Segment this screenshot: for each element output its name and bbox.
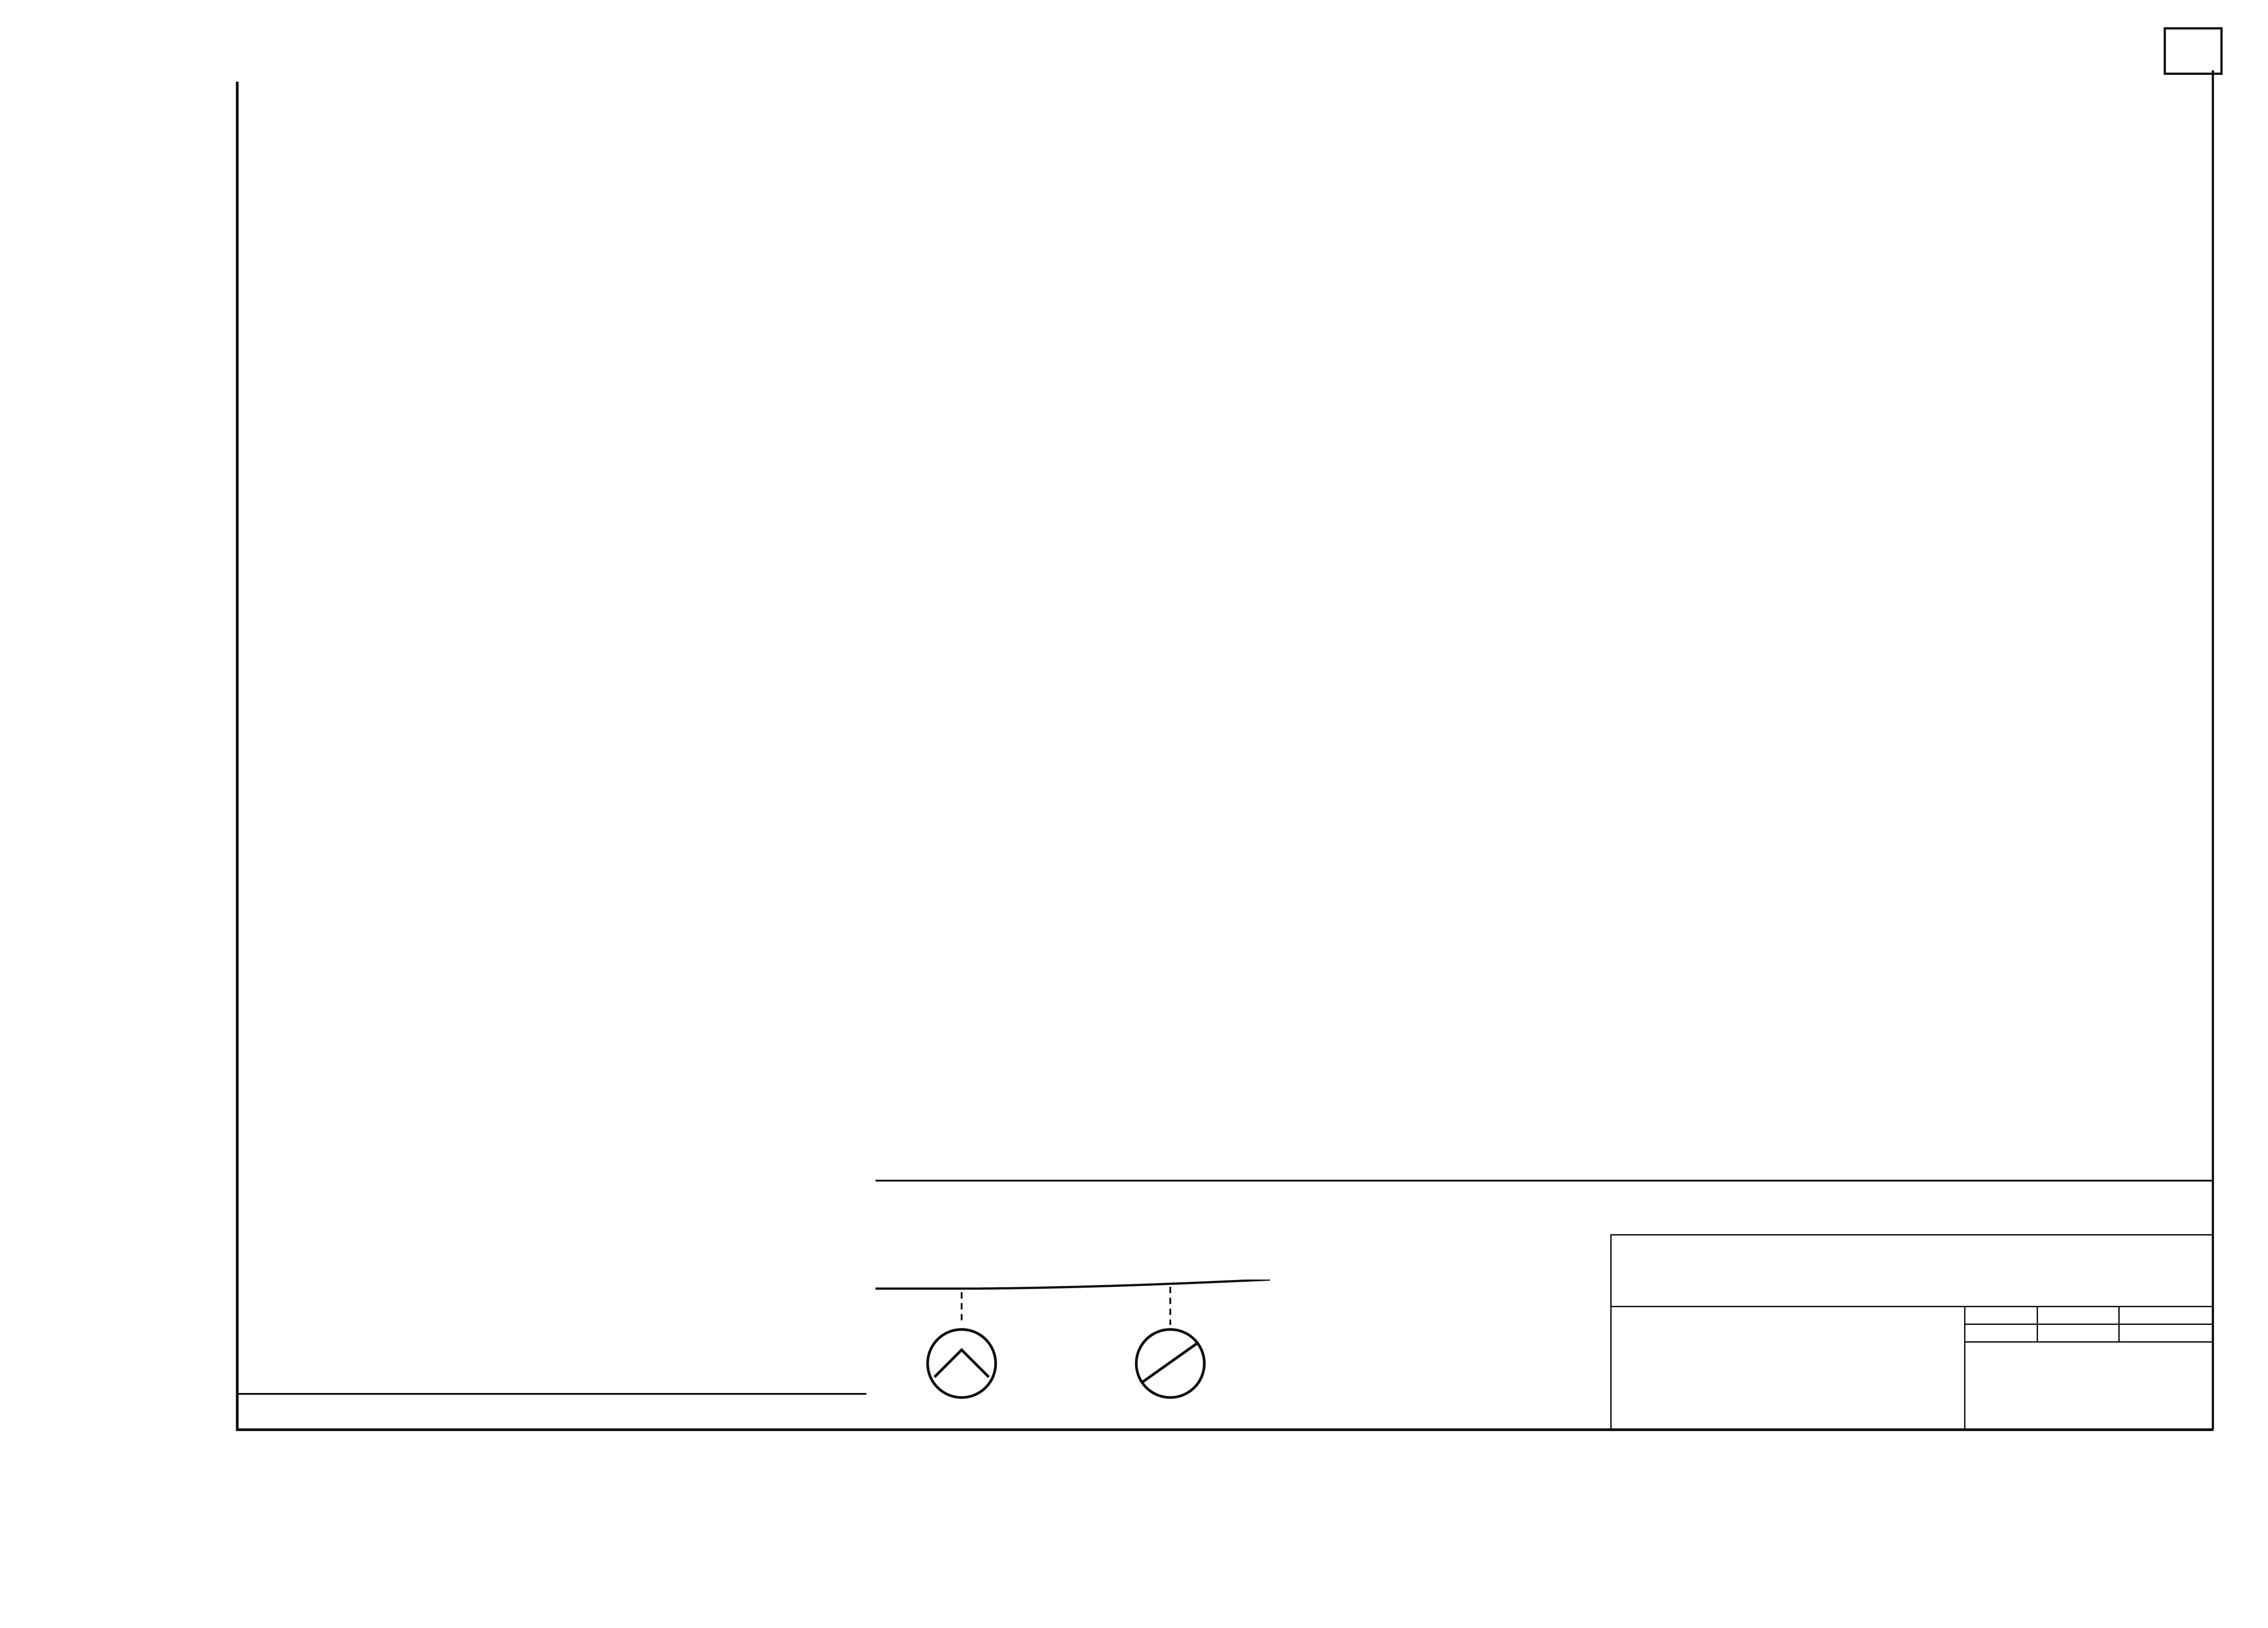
superelevation-scheme-diagram — [871, 1280, 1279, 1425]
stage-label — [1965, 1307, 2038, 1324]
sheet-number-badge — [2164, 27, 2223, 75]
sheets-label — [2119, 1307, 2213, 1324]
frame-right-line — [2212, 70, 2214, 1429]
stage-sheet-table — [1964, 1306, 2213, 1343]
road-profile-line — [875, 1280, 1270, 1289]
crossfall-section-straight — [928, 1329, 996, 1398]
sheet-label — [2038, 1307, 2119, 1324]
sheets-value — [2119, 1324, 2213, 1342]
scheme-top-line — [875, 1180, 2212, 1182]
frame-left-line — [236, 82, 239, 1429]
org-box — [1964, 1342, 2213, 1428]
sheet-value — [2038, 1324, 2119, 1342]
left-table-bottom-band — [236, 1393, 866, 1395]
stage-value — [1965, 1324, 2038, 1342]
